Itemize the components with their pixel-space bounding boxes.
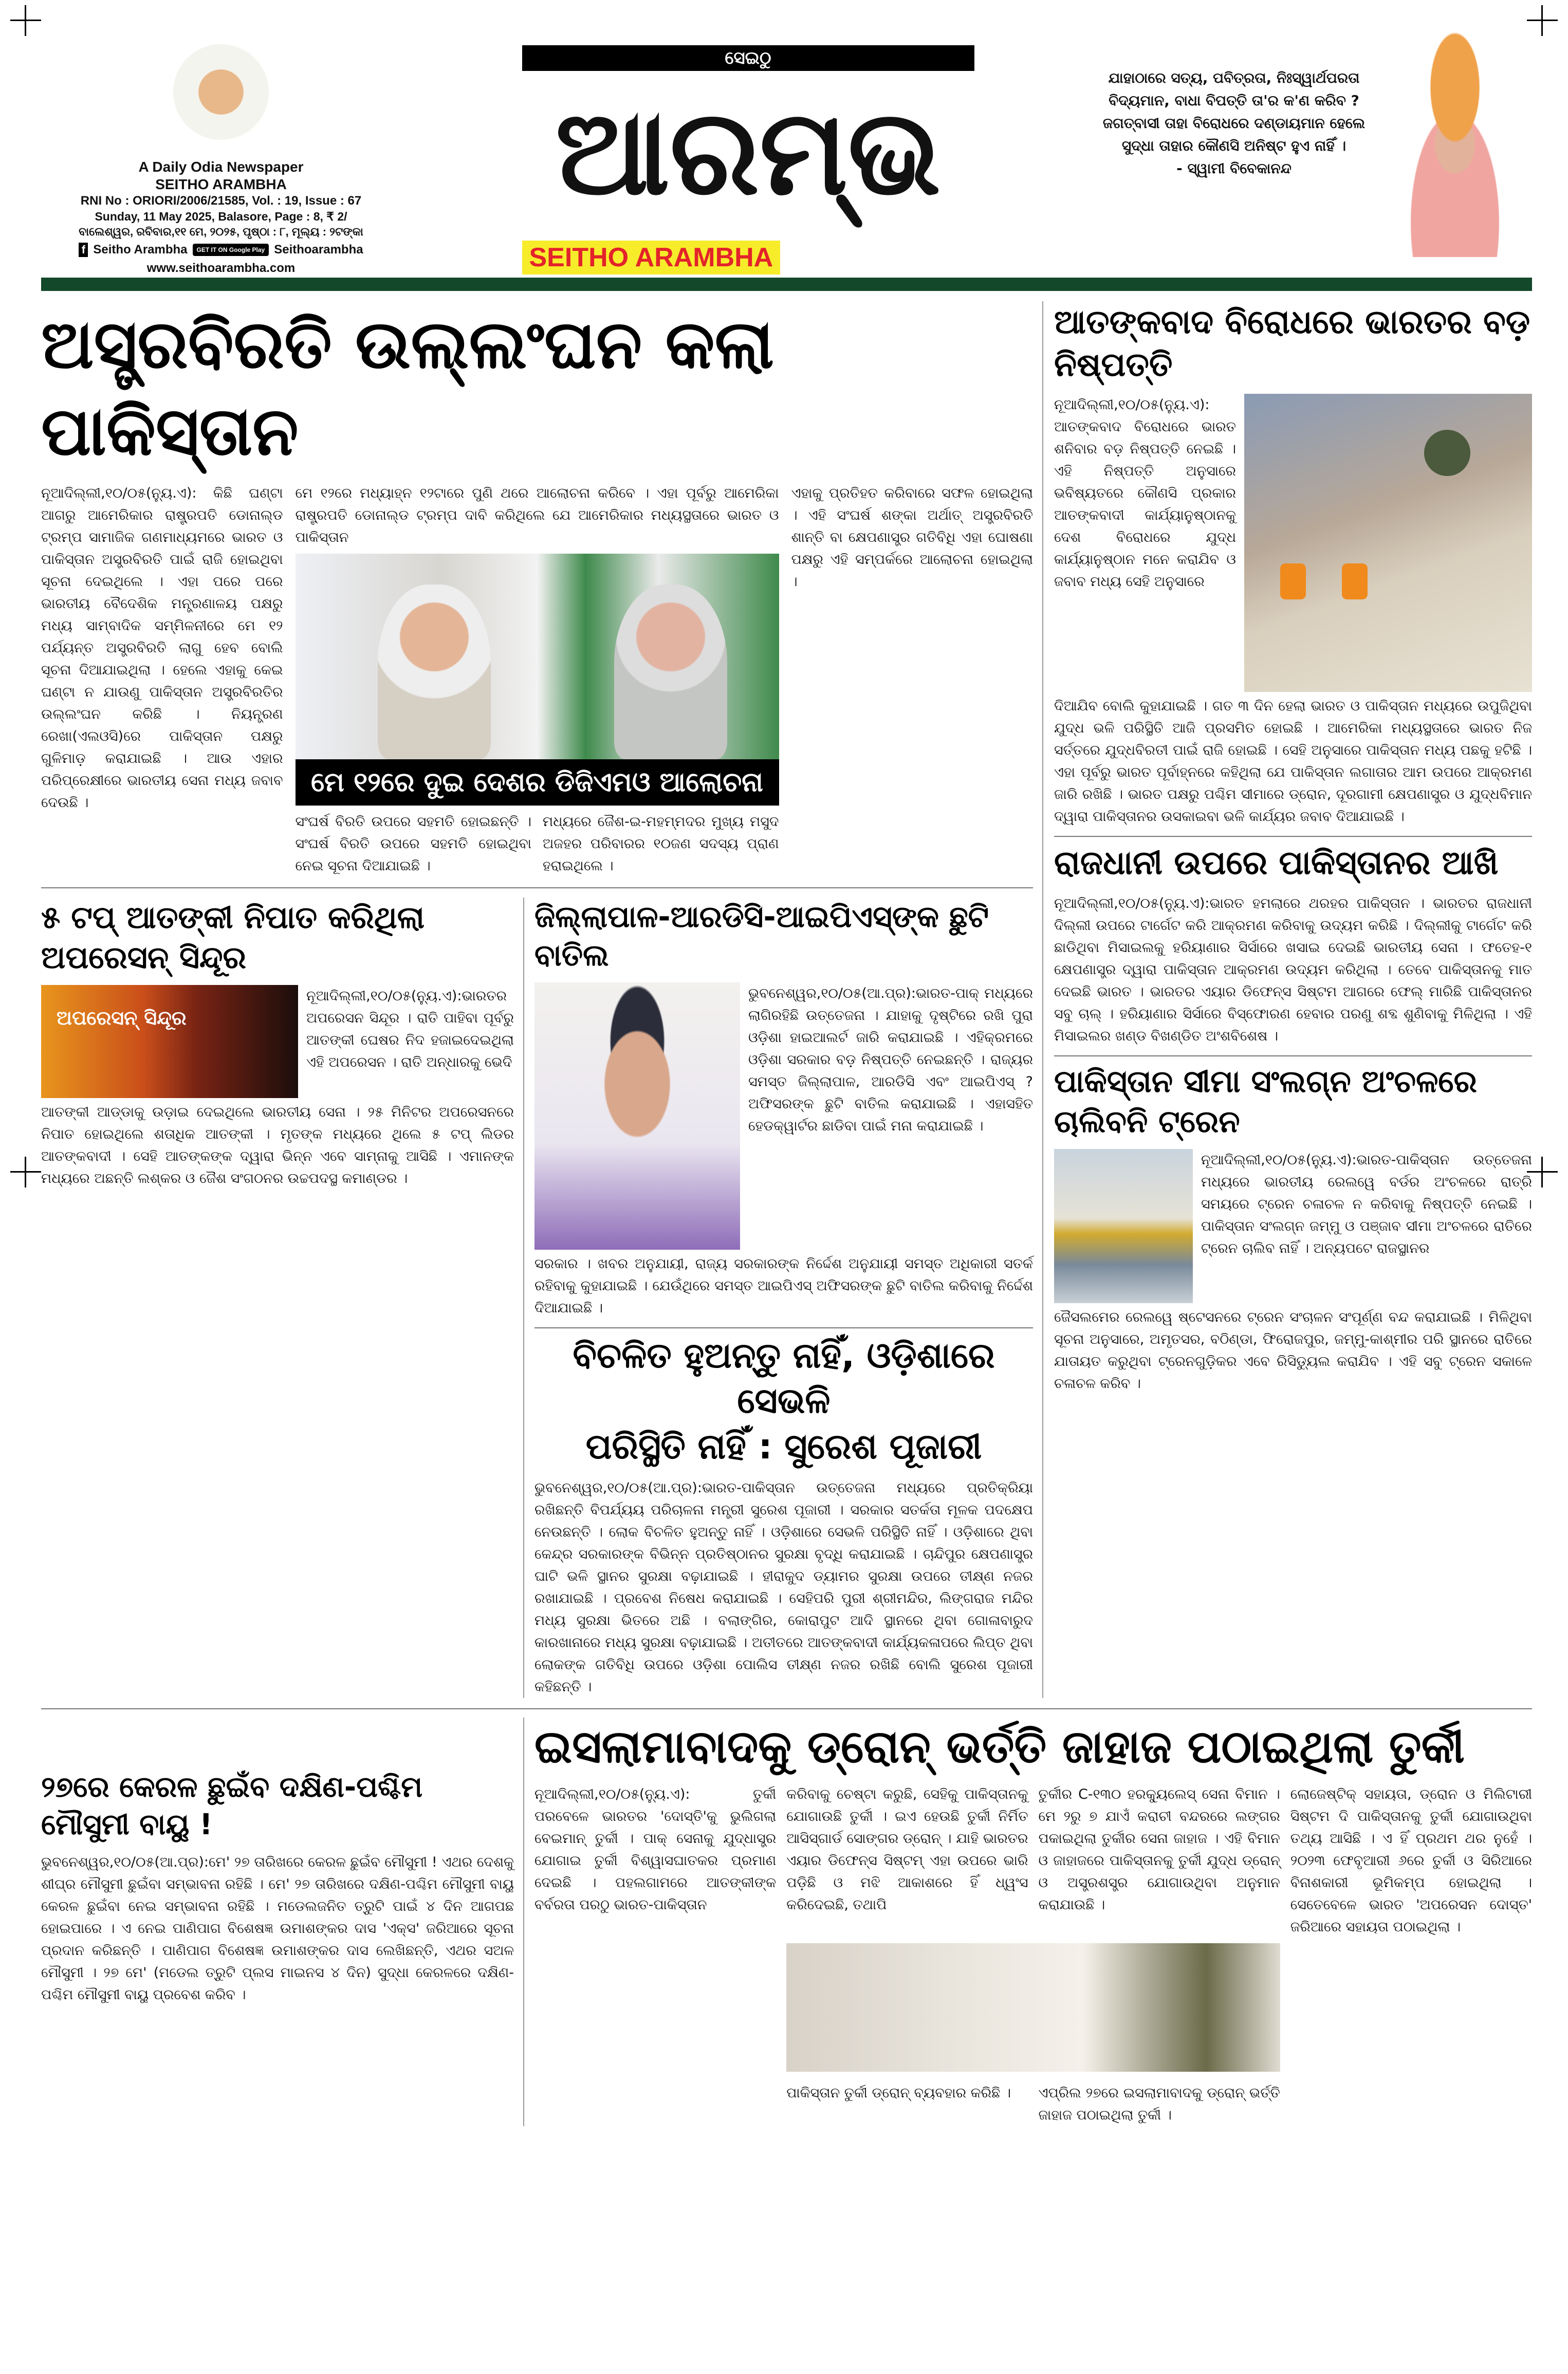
- monsoon-headline: ୨୭ରେ କେରଳ ଛୁଇଁବ ଦକ୍ଷିଣ-ପଶ୍ଚିମ ମୌସୁମୀ ବାୟୁ !: [41, 1770, 423, 1841]
- logo-main-text: ଆରମ୍ଭ: [555, 84, 941, 222]
- rni-number: RNI No : ORIORI/2006/21585, Vol. : 19, Issue : 67: [80, 194, 362, 208]
- terror-body: ଦିଆଯିବ ବୋଲି କୁହାଯାଇଛି । ଗତ ୩ ଦିନ ହେଲା ଭାରତ ଓ ପାକିସ୍ତାନ ମଧ୍ୟରେ ଉପୁଜିଥିବା ଯୁଦ୍ଧ ଭଳି ପରିସ୍ଥିତି ଆଜି ପ୍ରସମିତ ହୋଇଛି । ଆମେରିକା ମଧ୍ୟସ୍ଥତାରେ ଭାରତ ନିଜ ସର୍ତ୍ତରେ ଯୁଦ୍ଧବିରତୀ ପାଇଁ ରାଜି ହୋଇଛି । ସେହି ଅନୁସାରେ ପାକିସ୍ତାନ ମଧ୍ୟ ପଛକୁ ହଟିଛି । ଏହା ପୂର୍ବରୁ ଭାରତ ପୂର୍ବାହ୍ନରେ କହିଥିଲା ଯେ ପାକିସ୍ତାନ ଲଗାତାର ଆମ ଉପରେ ଆକ୍ରମଣ ଜାରି ରଖିଛି । ଭାରତ ପକ୍ଷରୁ ପଶ୍ଚିମ ସୀମାରେ ଡ୍ରୋନ, ଦୂରଗାମୀ କ୍ଷେପଣାସ୍ତ୍ର ଓ ଯୁଦ୍ଧବିମାନ ଦ୍ୱାରା ପାକିସ୍ତାନର ଉସକାଇବା ଭଳି କାର୍ଯ୍ୟର ଜବାବ ଦିଆଯାଇଛି ।: [1054, 698, 1532, 825]
- vivekananda-portrait: [1378, 31, 1532, 257]
- date-odia: ବାଲେଶ୍ୱର, ରବିବାର,୧୧ ମେ, ୨୦୨୫, ପୃଷ୍ଠା : ୮, ମୂଲ୍ୟ : ୨ଟଙ୍କା: [79, 225, 363, 238]
- trains-body: ଜୈସଲମେର ରେଲୱେ ଷ୍ଟେସନରେ ଟ୍ରେନ ସଂଚାଳନ ସଂପୂର୍ଣ୍ଣ ବନ୍ଦ କରାଯାଇଛି । ମିଳିଥିବା ସୂଚନା ଅନୁସାରେ, ଅମୃତସର, ବଠିଣ୍ଡା, ଫିରୋଜପୁର, ଜମ୍ମୁ-କାଶ୍ମୀର ପରି ସ୍ଥାନରେ ରାତିରେ ଯାତାୟତ କରୁଥିବା ଟ୍ରେନଗୁଡ଼ିକର ଏବେ ରିସିଡ୍ୟୁଲ କରାଯିବ । ଏହି ସବୁ ଟ୍ରେନ ସକାଳେ ଚଳାଚଳ କରିବ ।: [1054, 1309, 1532, 1392]
- sai-baba-portrait: [172, 41, 270, 154]
- turkey-leaders-photo: [786, 1943, 1280, 2072]
- facebook-icon: f: [79, 243, 88, 257]
- logo-english-text: SEITHO ARAMBHA: [522, 241, 781, 275]
- tagline: A Daily Odia Newspaper: [138, 159, 304, 175]
- capital-body: ନୂଆଦିଲ୍ଲୀ,୧୦/୦୫(ନ୍ୟୁ.ଏ):ଭାରତ ହମଲାରେ ଥରହର ପାକିସ୍ତାନ । ଭାରତର ରାଜଧାନୀ ଦିଲ୍ଲୀ ଉପରେ ଟାର୍ଗେଟ କରି ଆକ୍ରମଣ କରିବାକୁ ଉଦ୍ୟମ କରିଛି । ଦିଲ୍ଲୀକୁ ଟାର୍ଗେଟ କରି ଛାଡିଥିବା ମିସାଇଲକୁ ହରିୟାଣାର ସିର୍ସାରେ ଖସାଇ ଦେଇଛି ଭାରତୀୟ ସେନା । ଫତେହ-୧ କ୍ଷେପଣାସ୍ତ୍ର ଦ୍ୱାରା ପାକିସ୍ତାନ ଆକ୍ରମଣ ଉଦ୍ୟମ କରିଥିଲା । ତେବେ ପାକିସ୍ତାନକୁ ମାତ ଦେଇଛି ଭାରତ । ଭାରତର ଏୟାର ଡିଫେନ୍ସ ସିଷ୍ଟମ ଆଗରେ ଫେଲ୍ ମାରିଛି ପାକିସ୍ତାନର ସବୁ ଚାଲ୍ । ହରିୟାଣାର ସିର୍ସାରେ ବିସ୍ଫୋରଣ ହେବାର ପରଣୁ ଶବ୍ଦ ଶୁଣିବାକୁ ମିଳିଥିଲା । ଏହି ମିସାଇଲର ଖଣ୍ଡ ବିଖଣ୍ଡିତ ଅଂଶବିଶେଷ ।: [1054, 895, 1532, 1044]
- capital-headline: ରାଜଧାନୀ ଉପରେ ପାକିସ୍ତାନର ଆଖି: [1054, 844, 1499, 883]
- masthead-divider: [41, 278, 1532, 291]
- quote-box: [1095, 31, 1373, 257]
- app-name[interactable]: Seithoarambha: [274, 243, 363, 257]
- turkey-headline: ଇସଲାମାବାଦକୁ ଡ୍ରୋନ୍ ଭର୍ତ୍ତି ଜାହାଜ ପଠାଇଥିଲା ତୁର୍କୀ: [534, 1720, 1465, 1773]
- google-play-badge[interactable]: GET IT ON Google Play: [193, 244, 269, 256]
- turkey-col2: କରିବାକୁ ଚେଷ୍ଟା କରୁଛି, ସେହିକୁ ପାକିସ୍ତାନକୁ ଯୋଗାଉଛି ତୁର୍କୀ । ଇଏ ହେଉଛି ତୁର୍କୀ ନିର୍ମିତ ଆସିସ୍ଗାର୍ଡ ସୋଙ୍ଗର ଡ୍ରୋନ୍ । ଯାହି ଭାରତର ଏୟାର ଡିଫେନ୍ସ ସିଷ୍ଟମ୍ ଏହା ଉପରେ ଭାରି ପଡ଼ିଛି ଓ ମଝି ଆକାଶରେ ହିଁ ଧ୍ୱଂସ କରିଦେଇଛି, ତଥାପି: [786, 1786, 1028, 1913]
- website-link[interactable]: www.seithoarambha.com: [146, 261, 296, 275]
- facebook-handle[interactable]: Seitho Arambha: [93, 243, 188, 257]
- monsoon-body: ଭୁବନେଶ୍ୱର,୧୦/୦୫(ଆ.ପ୍ର):ମେ' ୨୭ ତାରିଖରେ କେରଳ ଛୁଇଁବ ମୌସୁମୀ ! ଏଥର ଦେଶକୁ ଶୀଘ୍ର ମୌସୁମୀ ଛୁଇଁବା ସମ୍ଭାବନା ରହିଛି । ମେ' ୨୭ ତାରିଖରେ ଦକ୍ଷିଣ-ପଶ୍ଚିମ ମୌସୁମୀ ବାୟୁ କେରଳ ଛୁଇଁବା ନେଇ ସମ୍ଭାବନା ରହିଛି । ମଡେଲଜନିତ ତ୍ରୁଟି ପାଇଁ ୪ ଦିନ ଆଗପଛ ହୋଇପାରେ । ଏ ନେଇ ପାଣିପାଗ ବିଶେଷଜ୍ଞ ଉମାଶଙ୍କର ଦାସ 'ଏକ୍ସ' ଜରିଆରେ ସୂଚନା ପ୍ରଦାନ କରିଛନ୍ତି । ପାଣିପାଗ ବିଶେଷଜ୍ଞ ଉମାଶଙ୍କର ଦାସ ଲେଖିଛନ୍ତି, ଏଥର ସଅଳ ମୌସୁମୀ । ୨୭ ମେ' (ମଡେଲ ତ୍ରୁଟି ପ୍ଲସ ମାଇନସ ୪ ଦିନ) ସୁଦ୍ଧା କେରଳରେ ଦକ୍ଷିଣ-ପଶ୍ଚିମ ମୌସୁମୀ ବାୟୁ ପ୍ରବେଶ କରିବ ।: [41, 1854, 514, 2003]
- pujari-headline-line2: ପରିସ୍ଥିତି ନାହିଁ : ସୁରେଶ ପୂଜାରୀ: [585, 1426, 982, 1467]
- masthead: [41, 31, 1532, 278]
- lead-headline: ଅସ୍ତ୍ରବିରତି ଉଲ୍ଲଂଘନ କଲା ପାକିସ୍ତାନ: [41, 305, 774, 470]
- quote-author: - ସ୍ୱାମୀ ବିବେକାନନ୍ଦ: [1176, 160, 1292, 177]
- pujari-body: ଭୁବନେଶ୍ୱର,୧୦/୦୫(ଆ.ପ୍ର):ଭାରତ-ପାକିସ୍ତାନ ଉତ୍ତେଜନା ମଧ୍ୟରେ ପ୍ରତିକ୍ରିୟା ରଖିଛନ୍ତି ବିପର୍ଯ୍ୟୟ ପରିଚାଳନା ମନ୍ତ୍ରୀ ସୁରେଶ ପୂଜାରୀ । ସରକାର ସତର୍କତା ମୂଳକ ପଦକ୍ଷେପ ନେଉଛନ୍ତି । ଲୋକ ବିଚଳିତ ହୁଅନ୍ତୁ ନାହିଁ । ଓଡ଼ିଶାରେ ସେଭଳି ପରିସ୍ଥିତି ନାହିଁ । ଓଡ଼ିଶାରେ ଥିବା କେନ୍ଦ୍ର ସରକାରଙ୍କ ବିଭିନ୍ନ ପ୍ରତିଷ୍ଠାନର ସୁରକ୍ଷା ବୃଦ୍ଧି କରାଯାଇଛି । ଚାନ୍ଦିପୁର କ୍ଷେପଣାସ୍ତ୍ର ଘାଟି ଭଳି ସ୍ଥାନର ସୁରକ୍ଷା ବଢ଼ାଯାଇଛି । ହୀରାକୁଦ ଡ୍ୟାମର ସୁରକ୍ଷା ଉପରେ ତୀକ୍ଷ୍ଣ ନଜର ରଖାଯାଇଛି । ପ୍ରବେଶ ନିଷେଧ କରାଯାଇଛି । ସେହିପରି ପୁରୀ ଶ୍ରୀମନ୍ଦିର, ଲିଙ୍ଗରାଜ ମନ୍ଦିର ମଧ୍ୟ ସୁରକ୍ଷା ଭିତରେ ଅଛି । ବଲାଙ୍ଗିର, କୋରାପୁଟ ଆଦି ସ୍ଥାନରେ ଥିବା ଗୋଳାବାରୁଦ କାରଖାନାରେ ମଧ୍ୟ ସୁରକ୍ଷା ବଢ଼ାଯାଇଛି । ଅତୀତରେ ଆତଙ୍କବାଦୀ କାର୍ଯ୍ୟକଳାପରେ ଲିପ୍ତ ଥିବା ଲୋକଙ୍କ ଗତିବିଧି ଉପରେ ଓଡ଼ିଶା ପୋଲିସ ତୀକ୍ଷ୍ଣ ନଜର ରଖିଛି ବୋଲି ସୁରେଶ ପୂଜାରୀ କହିଛନ୍ତି ।: [534, 1480, 1033, 1695]
- operation-sindoor-image: [41, 985, 298, 1098]
- leave-body: ସରକାର । ଖବର ଅନୁଯାୟୀ, ରାଜ୍ୟ ସରକାରଙ୍କ ନିର୍ଦ୍ଦେଶ ଅନୁଯାୟୀ ସମସ୍ତ ଅଧିକାରୀ ସତର୍କ ରହିବାକୁ କୁହାଯାଇଛି । ଯେଉଁଥିରେ ସମସ୍ତ ଆଇପିଏସ୍ ଅଫିସରଙ୍କ ଛୁଟି ବାତିଲ କରିବାକୁ ନିର୍ଦ୍ଦେଶ ଦିଆଯାଇଛି ।: [534, 1255, 1033, 1316]
- official-photo: [534, 982, 740, 1250]
- turkey-col1: ନୂଆଦିଲ୍ଲୀ,୧୦/୦୫(ନ୍ୟୁ.ଏ): ତୁର୍କୀ ପରବେଳେ ଭାରତର 'ଦୋସ୍ତି'କୁ ଭୁଲିଗଲା ବେଇମାନ୍ ତୁର୍କୀ । ପାକ୍ ସେନାକୁ ଯୁଦ୍ଧାସ୍ତ୍ର ଯୋଗାଇ ତୁର୍କୀ ବିଶ୍ୱାସଘାତକର ପ୍ରମାଣ ଦେଇଛି । ପହଲଗାମରେ ଆତଙ୍କୀଙ୍କ ବର୍ବରତା ପରଠୁ ଭାରତ-ପାକିସ୍ତାନ: [534, 1786, 777, 1913]
- turkey-col3-cont: ଏପ୍ରିଲ ୨୭ରେ ଇସଲାମାବାଦକୁ ଡ୍ରୋନ୍ ଭର୍ତ୍ତି ଜାହାଜ ପଠାଇଥିଲା ତୁର୍କୀ ।: [1038, 2085, 1280, 2124]
- lead-col1: ନୂଆଦିଲ୍ଲୀ,୧୦/୦୫(ନ୍ୟୁ.ଏ): କିଛି ଘଣ୍ଟା ଆଗରୁ ଆମେରିକାର ରାଷ୍ଟ୍ରପତି ଡୋନାଲ୍ଡ ଟ୍ରମ୍ପ ସାମାଜିକ ଗଣମାଧ୍ୟମରେ ଭାରତ ଓ ପାକିସ୍ତାନ ଅସ୍ତ୍ରବିରତି ପାଇଁ ରାଜି ହୋଇଥିବା ସୂଚନା ଦେଇଥିଲେ । ଏହା ପରେ ପରେ ଭାରତୀୟ ବୈଦେଶିକ ମନ୍ତ୍ରଣାଳୟ ପକ୍ଷରୁ ମଧ୍ୟ ସାମ୍ବାଦିକ ସମ୍ମିଳନୀରେ ମେ ୧୨ ପର୍ଯ୍ୟନ୍ତ ଅସ୍ତ୍ରବିରତି ଲାଗୁ ହେବ ବୋଲି ସୂଚନା ଦିଆଯାଇଥିଲା । ହେଲେ ଏହାକୁ କେଇ ଘଣ୍ଟା ନ ଯାଉଣୁ ପାକିସ୍ତାନ ଅସ୍ତ୍ରବିରତିର ଉଲ୍ଲଂଘନ କରିଛି । ନିୟନ୍ତ୍ରଣ ରେଖା(ଏଲଓସି)ରେ ପାକିସ୍ତାନ ପକ୍ଷରୁ ଗୁଳିମାଡ଼ କରାଯାଇଛି । ଆଉ ଏହାର ପରିପ୍ରେକ୍ଷୀରେ ଭାରତୀୟ ସେନା ମଧ୍ୟ ଜବାବ ଦେଉଛି ।: [41, 485, 283, 811]
- pujari-headline-line1: ବିଚଳିତ ହୁଅନ୍ତୁ ନାହିଁ, ଓଡ଼ିଶାରେ ସେଭଳି: [573, 1335, 995, 1422]
- lead-col2: ମେ ୧୨ରେ ମଧ୍ୟାହ୍ନ ୧୨ଟାରେ ପୁଣି ଥରେ ଆଲୋଚନା କରିବେ । ଏହା ପୂର୍ବରୁ ଆମେରିକା ରାଷ୍ଟ୍ରପତି ଡୋନାଲ୍ଡ ଟ୍ରମ୍ପ ଦାବି କରିଥିଲେ ଯେ ଆମେରିକାର ମଧ୍ୟସ୍ଥତାରେ ଭାରତ ଓ ପାକିସ୍ତାନ: [295, 485, 779, 545]
- lead-col3b: ମଧ୍ୟରେ ଜୈଶ-ଇ-ମହମ୍ମଦର ମୁଖ୍ୟ ମସୁଦ ଅଜହର ପରିବାରର ୧୦ଜଣ ସଦସ୍ୟ ପ୍ରାଣ ହରାଇଥିଲେ ।: [543, 814, 779, 874]
- lead-col2b: ସଂଘର୍ଷ ବିରତି ଉପରେ ସହମତି ହୋଇଛନ୍ତି । ସଂଘର୍ଷ ବିରତି ଉପରେ ସହମତି ହୋଇଥିବା ନେଇ ସୂଚନା ଦିଆଯାଇଛି ।: [295, 814, 531, 874]
- trains-body-side: ନୂଆଦିଲ୍ଲୀ,୧୦/୦୫(ନ୍ୟୁ.ଏ):ଭାରତ-ପାକିସ୍ତାନ ଉତ୍ତେଜନା ମଧ୍ୟରେ ଭାରତୀୟ ରେଲୱେ ବର୍ଡର ଅଂଚଳରେ ରାତ୍ରି ସମୟରେ ଟ୍ରେନ ଚଳାଚଳ ନ କରିବାକୁ ନିଷ୍ପତ୍ତି ନେଇଛି । ପାକିସ୍ତାନ ସଂଲଗ୍ନ ଜମ୍ମୁ ଓ ପଞ୍ଜାବ ସୀମା ଅଂଚଳରେ ରାତିରେ ଟ୍ରେନ ଚାଲିବ ନାହିଁ । ଅନ୍ୟପଟେ ରାଜସ୍ଥାନର: [1201, 1152, 1532, 1256]
- train-photo: [1054, 1149, 1193, 1303]
- quote-text: ଯାହାଠାରେ ସତ୍ୟ, ପବିତ୍ରତା, ନିଃସ୍ୱାର୍ଥପରତା ବିଦ୍ୟମାନ, ବାଧା ବିପତ୍ତି ତା'ର କ'ଣ କରିବ ? ଜଗତ୍‌ବାସୀ ତାହା ବିରୋଧରେ ଦଣ୍ଡାୟମାନ ହେଲେ ସୁଦ୍ଧା ତାହାର କୌଣସି ଅନିଷ୍ଟ ହୁଏ ନାହିଁ ।: [1102, 69, 1366, 154]
- terror-body-side: ନୂଆଦିଲ୍ଲୀ,୧୦/୦୫(ନ୍ୟୁ.ଏ): ଆତଙ୍କବାଦ ବିରୋଧରେ ଭାରତ ଶନିବାର ବଡ଼ ନିଷ୍ପତ୍ତି ନେଇଛି । ଏହି ନିଷ୍ପତ୍ତି ଅନୁସାରେ ଭବିଷ୍ୟତରେ କୌଣସି ପ୍ରକାର ଆତଙ୍କବାଦୀ କାର୍ଯ୍ୟାନୁଷ୍ଠାନକୁ ଦେଶ ବିରୋଧରେ ଯୁଦ୍ଧ କାର୍ଯ୍ୟାନୁଷ୍ଠାନ ମନେ କରାଯିବ ଓ ଜବାବ ମଧ୍ୟ ସେହି ଅନୁସାରେ: [1054, 397, 1236, 590]
- sindoor-headline: ୫ ଟପ୍ ଆତଙ୍କୀ ନିପାତ କରିଥିଲା ଅପରେସନ୍ ସିନ୍ଦୂର: [41, 900, 425, 976]
- leave-body-side: ଭୁବନେଶ୍ୱର,୧୦/୦୫(ଆ.ପ୍ର):ଭାରତ-ପାକ୍ ମଧ୍ୟରେ ଲାଗିରହିଛି ଉତ୍ତେଜନା । ଯାହାକୁ ଦୃଷ୍ଟିରେ ରଖି ପୁରା ଓଡ଼ିଶା ହାଇଆଲର୍ଟ ଜାରି କରାଯାଇଛି । ଏହିକ୍ରମରେ ଓଡ଼ିଶା ସରକାର ବଡ଼ ନିଷ୍ପତ୍ତି ନେଇଛନ୍ତି । ରାଜ୍ୟର ସମସ୍ତ ଜିଲ୍ଲାପାଳ, ଆରଡିସି ଏବଂ ଆଇପିଏସ୍ ? ଅଫିସରଙ୍କ ଛୁଟି ବାତିଲ କରାଯାଇଛି । ଏହାସହିତ ହେଡକ୍ୱାର୍ଟର ଛାଡିବା ପାଇଁ ମନା କରାଯାଇଛି ।: [748, 985, 1033, 1134]
- sindoor-body: ଆତଙ୍କୀ ଆଡ୍ଡାକୁ ଉଡ଼ାଇ ଦେଇଥିଲେ ଭାରତୀୟ ସେନା । ୨୫ ମିନିଟର ଅପରେସନରେ ନିପାତ ହୋଇଥିଲେ ଶତାଧିକ ଆତଙ୍କୀ । ମୃତଙ୍କ ମଧ୍ୟରେ ଥିଲେ ୫ ଟପ୍ ଲିଡର ଆତଙ୍କବାଦୀ । ସେହି ଆତଙ୍କଙ୍କ ଦ୍ୱାରା ଭିନ୍ନ ଏବେ ସାମ୍ନାକୁ ଆସିଛି । ଏମାନଙ୍କ ମଧ୍ୟରେ ଅଛନ୍ତି ଲଶ୍କର ଓ ଜୈଶ ସଂଗଠନର ଉଚ୍ଚପଦସ୍ଥ କମାଣ୍ଡର ।: [41, 1104, 514, 1186]
- photo-caption: ମେ ୧୨ରେ ଦୁଇ ଦେଶର ଡିଜିଏମଓ ଆଲୋଚନା: [296, 759, 779, 806]
- trains-headline: ପାକିସ୍ତାନ ସୀମା ସଂଲଗ୍ନ ଅଂଚଳରେ ଚାଲିବନି ଟ୍ରେନ: [1054, 1063, 1477, 1140]
- logo-top-text: ସେଇଠୁ: [522, 45, 974, 71]
- masthead-info: [41, 31, 401, 277]
- operation-sindoor-image-text: ଅପରେସନ୍ ସିନ୍ଦୂର: [57, 1007, 187, 1029]
- modi-sharif-photo: [296, 554, 779, 759]
- pujari-headline: [534, 1334, 1033, 1470]
- soldier-vehicle-photo: [1244, 394, 1532, 692]
- turkey-col4: ଲୋଜେଷ୍ଟିକ୍ ସହାୟତା, ଡ୍ରୋନ ଓ ମିଲିଟାରୀ ସିଷ୍ଟମ ଦି ପାକିସ୍ତାନକୁ ତୁର୍କୀ ଯୋଗାଉଥିବା ତଥ୍ୟ ଆସିଛି । ଏ ହିଁ ପ୍ରଥମ ଥର ନୁହେଁ । ୨୦୨୩ ଫେବୃଆରୀ ୬ରେ ତୁର୍କୀ ଓ ସିରିଆରେ ବିନାଶକାରୀ ଭୂମିକମ୍ପ ହୋଇଥିଲା । ସେତେବେଳେ ଭାରତ 'ଅପରେସନ ଦୋସ୍ତ' ଜରିଆରେ ସହାୟତା ପଠାଇଥିଲା ।: [1290, 1786, 1532, 1935]
- lead-col4: ଏହାକୁ ପ୍ରତିହତ କରିବାରେ ସଫଳ ହୋଇଥିଲା । ଏହି ସଂଘର୍ଷ ଶଙ୍କା ଅର୍ଥାତ୍ ଅସ୍ତ୍ରବିରତି ଶାନ୍ତି ବା କ୍ଷେପଣାସ୍ତ୍ର ଗତିବିଧି ଏହା ଘୋଷଣା ପକ୍ଷରୁ ଏହି ସମ୍ପର୍କରେ ଆଲୋଚନା ହୋଇଥିଲା ।: [791, 485, 1033, 590]
- date-english: Sunday, 11 May 2025, Balasore, Page : 8, ₹ 2/: [95, 210, 347, 223]
- leave-headline: ଜିଲ୍ଲାପାଳ-ଆରଡିସି-ଆଇପିଏସ୍‌ଙ୍କ ଛୁଟି ବାତିଲ: [534, 899, 989, 973]
- newspaper-logo: [522, 45, 974, 277]
- turkey-col3: ତୁର୍କୀର C-୧୩୦ ହରକ୍ୟୁଲେସ୍ ସେନା ବିମାନ । ମେ ୨ରୁ ୭ ଯାଏଁ କରାଚୀ ବନ୍ଦରରେ ଲଙ୍ଗର ପକାଇଥିଲା ତୁର୍କୀର ସେନା ଜାହାଜ । ଏହି ବିମାନ ଓ ଜାହାଜରେ ପାକିସ୍ତାନକୁ ତୁର୍କୀ ଯୁଦ୍ଧ ଡ୍ରୋନ୍ ଓ ଅସ୍ତ୍ରଶସ୍ତ୍ର ଯୋଗାଉଥିବା ଅନୁମାନ କରାଯାଉଛି ।: [1038, 1786, 1280, 1913]
- paper-name: SEITHO ARAMBHA: [155, 176, 287, 192]
- terror-headline: ଆତଙ୍କବାଦ ବିରୋଧରେ ଭାରତର ବଡ଼ ନିଷ୍ପତ୍ତି: [1054, 303, 1530, 385]
- turkey-col2-cont: ପାକିସ୍ତାନ ତୁର୍କୀ ଡ୍ରୋନ୍ ବ୍ୟବହାର କରିଛି ।: [786, 2085, 1011, 2102]
- sindoor-body-side: ନୂଆଦିଲ୍ଲୀ,୧୦/୦୫(ନ୍ୟୁ.ଏ):ଭାରତର ଅପରେସନ ସିନ୍ଦୂର । ରାତି ପାହିବା ପୂର୍ବରୁ ଆତଙ୍କୀ ଘେଷର ନିଦ ହଜାଇଦେଇଥିଲା ଏହି ଅପରେସନ । ରାତି ଅନ୍ଧାରକୁ ଭେଦି: [306, 988, 514, 1070]
